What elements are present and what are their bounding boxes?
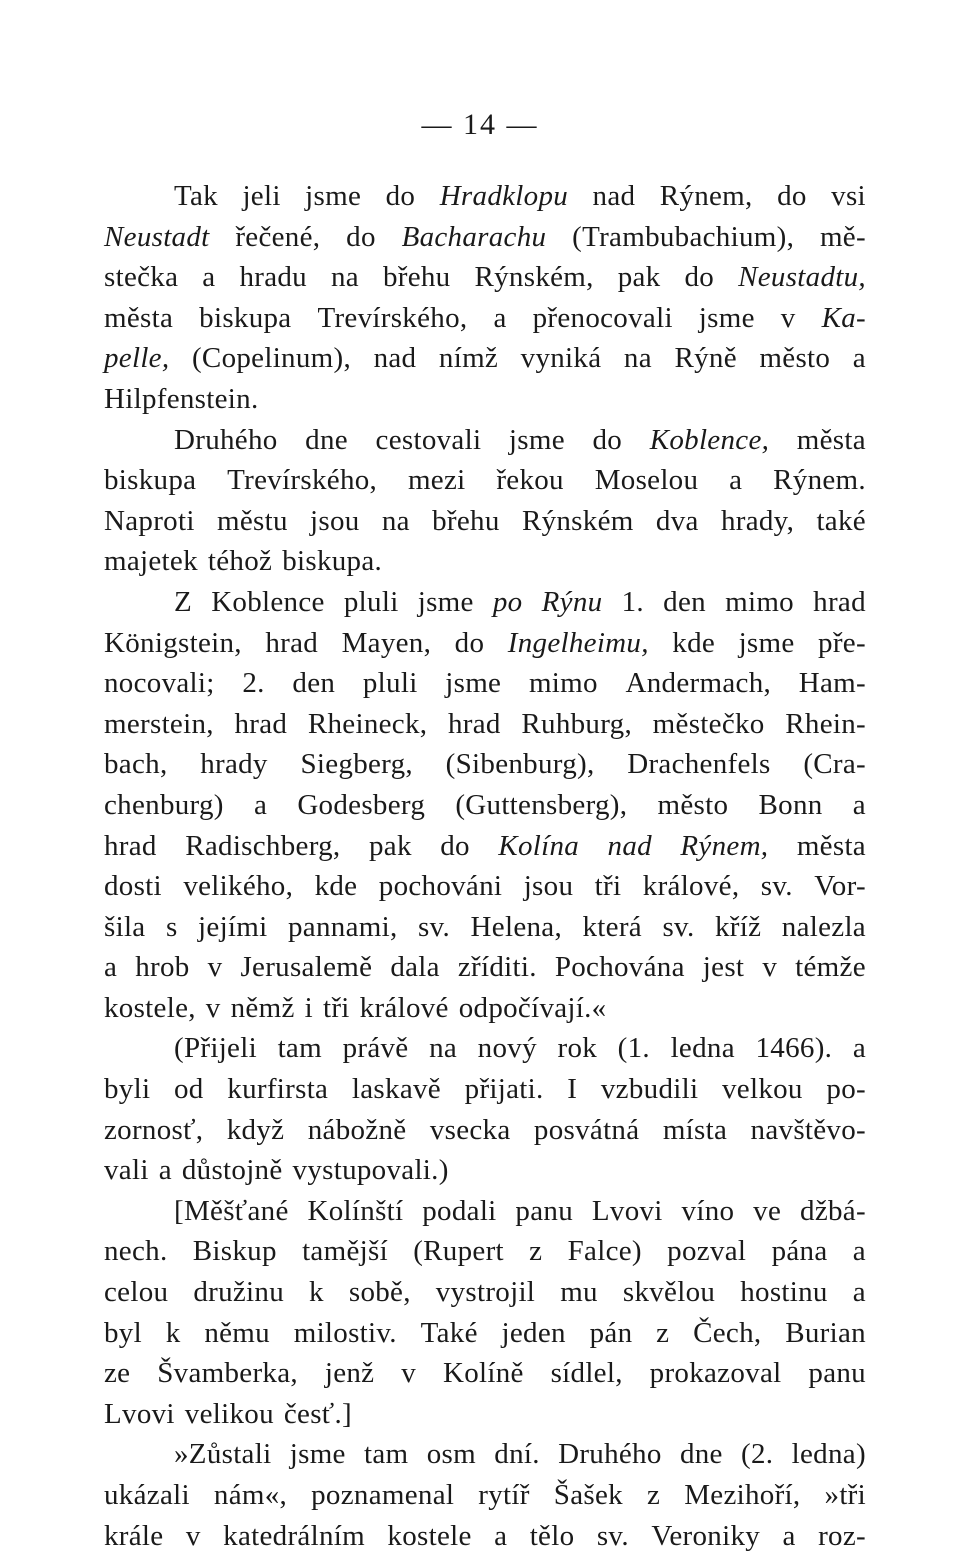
word: Ham- xyxy=(798,667,866,700)
word: v xyxy=(401,1357,417,1390)
word: kurfirsta xyxy=(227,1073,329,1106)
word: Rýnském xyxy=(521,504,634,537)
word: v xyxy=(185,1519,201,1552)
word: prokazoval xyxy=(649,1357,782,1390)
word: témže xyxy=(795,951,866,984)
word: po- xyxy=(826,1073,866,1106)
word: Rýnském, xyxy=(474,261,594,294)
word: Lvovi xyxy=(591,1194,663,1227)
word: velikou xyxy=(184,1397,274,1430)
word: jest xyxy=(702,951,745,984)
word: Švamberka, xyxy=(157,1357,298,1390)
word: Mayen, xyxy=(341,626,432,659)
word: tři xyxy=(594,870,622,903)
word: jsou xyxy=(310,504,360,537)
word: k xyxy=(309,1276,324,1309)
text-line xyxy=(104,420,866,461)
word: (Copelinum), xyxy=(191,342,352,375)
word: biskupa xyxy=(104,464,197,497)
word: (1. xyxy=(617,1032,650,1065)
word: biskupa. xyxy=(282,545,383,578)
word: do xyxy=(385,180,416,212)
italic-word: Neustadtu, xyxy=(738,261,866,294)
italic-word: Bacharachu xyxy=(401,220,547,253)
word: navštěvo- xyxy=(750,1113,866,1146)
word: Trevírského, xyxy=(227,464,378,497)
word: Ruhburg, xyxy=(521,707,633,740)
word: která xyxy=(582,910,642,943)
word: hrob xyxy=(135,951,190,984)
text-line xyxy=(104,501,866,542)
word: když xyxy=(226,1113,285,1146)
word: dala xyxy=(390,951,440,984)
italic-word: po xyxy=(492,585,523,618)
text-line xyxy=(104,826,866,867)
text-line xyxy=(104,1394,866,1435)
word: panu xyxy=(808,1357,866,1390)
word: nocovali; xyxy=(104,667,215,700)
text-line xyxy=(104,623,866,664)
word: v xyxy=(205,991,221,1024)
word: a xyxy=(253,788,268,821)
word: vsecka xyxy=(429,1113,511,1146)
word: řekou xyxy=(496,464,564,497)
word: nám«, xyxy=(213,1479,288,1511)
word: »tři xyxy=(824,1479,866,1511)
word: města xyxy=(796,423,866,456)
word: Lvovi xyxy=(104,1397,175,1430)
word: »Zůstali xyxy=(174,1438,272,1471)
word: víno xyxy=(681,1194,735,1227)
word: poznamenal xyxy=(311,1479,455,1511)
text-line xyxy=(104,298,866,339)
word: městu xyxy=(216,504,288,537)
word: hrady xyxy=(200,748,268,781)
word: česť.] xyxy=(283,1397,353,1430)
word: sv. xyxy=(596,1519,629,1552)
italic-word: Neustadt xyxy=(104,220,210,253)
word: ve xyxy=(753,1194,782,1227)
word: kde xyxy=(672,626,716,659)
word: chenburg) xyxy=(104,788,224,821)
word: milostiv. xyxy=(293,1316,397,1349)
word: Tak xyxy=(174,180,218,212)
text-line xyxy=(104,1434,866,1475)
italic-word: Kolína xyxy=(498,829,580,862)
word: (Přijeli xyxy=(174,1032,257,1065)
word: břehu xyxy=(382,261,451,294)
word: města xyxy=(104,301,174,334)
word: jsme xyxy=(289,1438,346,1471)
word: posvátná xyxy=(533,1113,640,1146)
word: kostele xyxy=(387,1519,472,1552)
word: pluli xyxy=(343,585,399,618)
word: hrad xyxy=(447,707,501,740)
word: Druhého xyxy=(558,1438,662,1471)
word: (Sibenburg), xyxy=(445,748,595,781)
word: a xyxy=(852,788,866,821)
word: ze xyxy=(104,1357,131,1390)
word: nímž xyxy=(438,342,499,375)
word: stečka xyxy=(104,261,179,294)
word: laskavě xyxy=(351,1073,441,1106)
word: džbá- xyxy=(800,1194,866,1227)
word: mě- xyxy=(819,220,866,253)
word: sv. xyxy=(662,910,695,943)
word: a xyxy=(852,342,866,375)
word: Čech, xyxy=(693,1316,762,1349)
word: z xyxy=(656,1316,670,1349)
word: mezi xyxy=(407,464,466,497)
word: k xyxy=(165,1316,181,1349)
word: kříž xyxy=(715,910,762,943)
word: na xyxy=(381,504,410,537)
text-line xyxy=(104,907,866,948)
word: byli xyxy=(104,1073,151,1106)
word: nad xyxy=(592,180,636,212)
word: a xyxy=(158,1154,172,1187)
word: rok xyxy=(557,1032,598,1065)
word: břehu xyxy=(432,504,500,537)
word: tamější xyxy=(302,1235,388,1268)
text-line xyxy=(104,1353,866,1394)
word: I xyxy=(567,1073,578,1106)
word: [Měšťané xyxy=(174,1194,289,1227)
word: s xyxy=(165,910,178,943)
word: Koblence xyxy=(211,585,325,618)
word: hostinu xyxy=(740,1276,828,1309)
word: hradu xyxy=(239,261,307,294)
word: Radischberg, xyxy=(185,829,341,862)
word: rytíř xyxy=(478,1479,530,1511)
word: skvělou xyxy=(622,1276,716,1309)
word: (Cra- xyxy=(803,748,866,781)
word: 1. xyxy=(621,585,644,618)
word: sídlel, xyxy=(550,1357,623,1390)
word: řečené, xyxy=(235,220,321,253)
word: nad xyxy=(373,342,417,375)
text-line xyxy=(104,785,866,826)
text-line xyxy=(104,744,866,785)
text-line xyxy=(104,1028,866,1069)
word: Rhein- xyxy=(785,707,866,740)
word: do xyxy=(454,626,485,659)
word: a xyxy=(493,301,507,334)
word: nalezla xyxy=(781,910,866,943)
word: vyniká xyxy=(520,342,602,375)
text-line xyxy=(104,663,866,704)
word: osm xyxy=(426,1438,476,1471)
word: (Guttensberg), xyxy=(455,788,628,821)
text-line xyxy=(104,257,866,298)
word: hrad xyxy=(265,626,319,659)
word: kde xyxy=(314,870,358,903)
word: den xyxy=(663,585,706,618)
word: Pochována xyxy=(554,951,685,984)
word: Šašek xyxy=(553,1479,623,1511)
word: biskupa xyxy=(199,301,292,334)
word: pak xyxy=(368,829,412,862)
word: v xyxy=(780,301,796,334)
text-line xyxy=(104,460,866,501)
word: vsi xyxy=(831,180,866,212)
word: Naproti xyxy=(104,504,195,537)
word: ledna xyxy=(670,1032,735,1065)
word: Mezihoří, xyxy=(684,1479,801,1511)
italic-word: nad xyxy=(607,829,652,862)
word: (Rupert xyxy=(413,1235,504,1268)
word: Moselou xyxy=(594,464,699,497)
word: Rheineck, xyxy=(307,707,428,740)
word: téhož xyxy=(207,545,273,578)
word: němž xyxy=(230,991,295,1024)
word: tam xyxy=(364,1438,409,1471)
word: Siegberg, xyxy=(300,748,413,781)
word: a xyxy=(852,1276,866,1309)
word: jsme xyxy=(417,585,474,618)
word: hrad xyxy=(234,707,288,740)
word: Také xyxy=(420,1316,478,1349)
word: a xyxy=(202,261,216,294)
word: družinu xyxy=(193,1276,285,1309)
word: němu xyxy=(204,1316,270,1349)
word: sobě, xyxy=(348,1276,411,1309)
word: na xyxy=(623,342,652,375)
word: pře- xyxy=(818,626,866,659)
word: Königstein, xyxy=(104,626,242,659)
word: ukázali xyxy=(104,1479,190,1511)
word: Biskup xyxy=(192,1235,277,1268)
text-line xyxy=(104,1272,866,1313)
text-line xyxy=(104,947,866,988)
word: přenocovali xyxy=(532,301,673,334)
word: roz- xyxy=(818,1519,866,1552)
word: králové xyxy=(359,991,449,1024)
word: pán xyxy=(589,1316,633,1349)
word: město xyxy=(657,788,729,821)
word: tělo xyxy=(529,1519,575,1552)
word: a xyxy=(782,1519,796,1552)
word: mimo xyxy=(725,585,794,618)
text-line xyxy=(104,338,866,379)
word: dosti xyxy=(104,870,162,903)
text-line xyxy=(104,866,866,907)
word: do xyxy=(440,829,470,862)
word: krále xyxy=(104,1519,164,1552)
word: vzbudili xyxy=(600,1073,699,1106)
italic-word: Hradklopu xyxy=(439,180,569,212)
word: Burian xyxy=(785,1316,866,1349)
text-line xyxy=(104,217,866,258)
word: jejími xyxy=(198,910,268,943)
word: jeden xyxy=(501,1316,566,1349)
word: dne xyxy=(679,1438,723,1471)
word: a xyxy=(729,464,743,497)
word: celou xyxy=(104,1276,169,1309)
word: od xyxy=(174,1073,204,1106)
word: právě xyxy=(342,1032,409,1065)
word: do xyxy=(684,261,715,294)
word: Helena, xyxy=(470,910,563,943)
word: z xyxy=(646,1479,661,1511)
word: do xyxy=(777,180,807,212)
word: den xyxy=(292,667,336,700)
word: merstein, xyxy=(104,707,214,740)
text-line xyxy=(104,704,866,745)
word: podali xyxy=(422,1194,497,1227)
word: Vor- xyxy=(814,870,866,903)
word: ledna) xyxy=(791,1438,866,1471)
word: šila xyxy=(104,910,146,943)
word: na xyxy=(330,261,359,294)
text-line xyxy=(104,541,866,582)
word: Drachenfels xyxy=(627,748,771,781)
word: dva xyxy=(655,504,699,537)
italic-word: Rýnu xyxy=(541,585,603,618)
text-line xyxy=(104,582,866,623)
word: Falce) xyxy=(567,1235,642,1268)
word: tři xyxy=(322,991,350,1024)
word: cestovali xyxy=(375,423,482,456)
word: hrad xyxy=(104,829,157,862)
italic-word: Koblence, xyxy=(649,423,770,456)
word: 2. xyxy=(242,667,265,700)
word: pluli xyxy=(362,667,418,700)
word: důstojně xyxy=(181,1154,283,1187)
text-line xyxy=(104,1069,866,1110)
word: vystupovali.) xyxy=(292,1154,449,1187)
word: nový xyxy=(477,1032,537,1065)
word: zříditi. xyxy=(457,951,537,984)
word: panu xyxy=(515,1194,573,1227)
word: nech. xyxy=(104,1235,168,1268)
word: Kolíně xyxy=(442,1357,524,1390)
word: jsme xyxy=(738,626,795,659)
word: zornosť, xyxy=(104,1113,204,1146)
word: Jerusalemě xyxy=(240,951,373,984)
word: vali xyxy=(104,1154,149,1187)
word: pak xyxy=(617,261,661,294)
italic-word: pelle, xyxy=(104,342,170,375)
word: z xyxy=(529,1235,543,1268)
word: v xyxy=(207,951,223,984)
word: králové, xyxy=(642,870,740,903)
word: jsme xyxy=(445,667,502,700)
word: Hilpfenstein. xyxy=(104,382,259,415)
text-line xyxy=(104,1231,866,1272)
page-number: — 14 — xyxy=(421,108,539,141)
text-line xyxy=(104,176,866,217)
italic-word: Rýnem, xyxy=(680,829,769,862)
word: dne xyxy=(305,423,348,456)
word: na xyxy=(429,1032,458,1065)
word: jeli xyxy=(242,180,281,212)
word: 1466). xyxy=(755,1032,833,1065)
word: Trevírského, xyxy=(317,301,468,334)
word: pána xyxy=(771,1235,828,1268)
word: a xyxy=(494,1519,508,1552)
word: Z xyxy=(174,585,193,618)
word: byl xyxy=(104,1316,142,1349)
word: jsme xyxy=(698,301,755,334)
text-line xyxy=(104,1110,866,1151)
word: Godesberg xyxy=(297,788,426,821)
word: kostele, xyxy=(104,991,196,1024)
text-line xyxy=(104,1516,866,1557)
word: i xyxy=(304,991,313,1024)
word: Kolínští xyxy=(307,1194,404,1227)
word: velkou xyxy=(722,1073,803,1106)
word: odpočívají.« xyxy=(458,991,607,1024)
text-line xyxy=(104,379,866,420)
word: bach, xyxy=(104,748,168,781)
word: pannami, xyxy=(288,910,398,943)
word: Rýnem, xyxy=(659,180,753,212)
word: Bonn xyxy=(758,788,823,821)
text-line xyxy=(104,1475,866,1516)
word: hrady, xyxy=(720,504,795,537)
word: dní. xyxy=(494,1438,540,1471)
word: do xyxy=(592,423,623,456)
word: hrad xyxy=(813,585,866,618)
word: vystrojil xyxy=(435,1276,536,1309)
italic-word: Ingelheimu, xyxy=(507,626,649,659)
word: jsme xyxy=(305,180,362,212)
word: tam xyxy=(277,1032,322,1065)
word: městečko xyxy=(652,707,765,740)
text-line xyxy=(104,988,866,1029)
word: jsme xyxy=(508,423,565,456)
word: jenž xyxy=(324,1357,375,1390)
word: (2. xyxy=(741,1438,774,1471)
word: katedrálním xyxy=(223,1519,365,1552)
word: Druhého xyxy=(174,423,278,456)
italic-word: Ka- xyxy=(821,301,866,334)
word: velikého, xyxy=(183,870,294,903)
word: města xyxy=(796,829,866,862)
word: nábožně xyxy=(307,1113,407,1146)
word: a xyxy=(852,1032,866,1065)
word: místa xyxy=(662,1113,728,1146)
word: a xyxy=(852,1235,866,1268)
word: pozval xyxy=(667,1235,747,1268)
word: v xyxy=(762,951,778,984)
word: Rýně xyxy=(674,342,737,375)
word: Rýnem. xyxy=(773,464,866,497)
word: Veroniky xyxy=(651,1519,761,1552)
word: sv. xyxy=(418,910,451,943)
text-line xyxy=(104,1313,866,1354)
text-line xyxy=(104,1191,866,1232)
word: (Trambubachium), xyxy=(572,220,795,253)
word: město xyxy=(759,342,831,375)
word: jsou xyxy=(523,870,574,903)
word: Andermach, xyxy=(625,667,772,700)
word: přijati. xyxy=(464,1073,544,1106)
word: a xyxy=(104,951,118,984)
word: mimo xyxy=(528,667,598,700)
word: mu xyxy=(560,1276,598,1309)
word: pochováni xyxy=(378,870,503,903)
word: sv. xyxy=(760,870,793,903)
text-line xyxy=(104,1150,866,1191)
word: majetek xyxy=(104,545,198,578)
word: také xyxy=(816,504,866,537)
body-text xyxy=(104,176,866,1556)
word: do xyxy=(346,220,376,253)
